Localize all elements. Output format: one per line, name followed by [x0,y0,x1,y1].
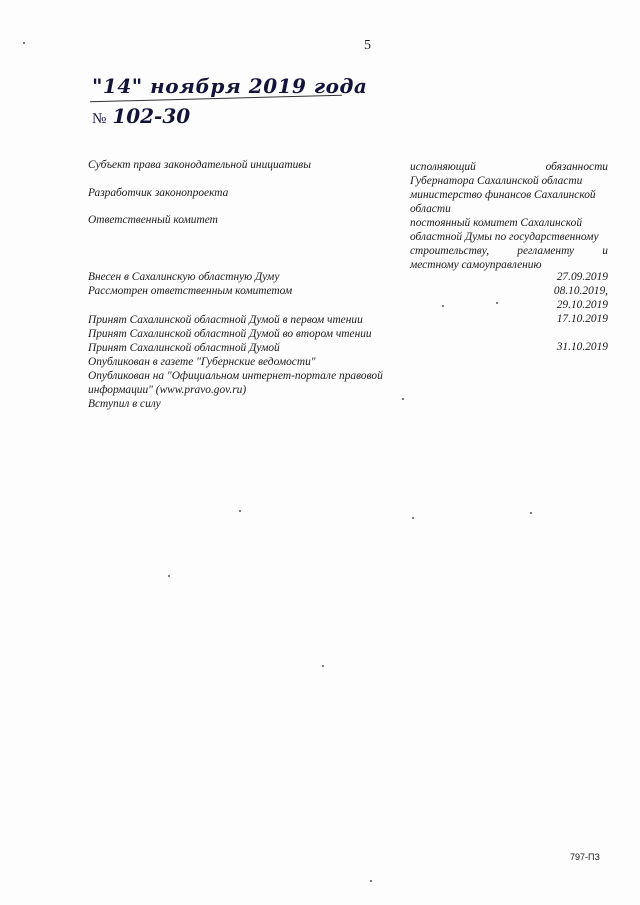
committee-line-2: областной Думы по государственному [410,231,599,243]
label-subject: Субъект права законодательной инициативы [88,159,311,171]
subject-word-2: обязанности [545,161,608,173]
value-committee [410,216,608,272]
date-first-reading: 17.10.2019 [556,313,608,325]
label-committee: Ответственный комитет [88,214,218,226]
date-submitted: 27.09.2019 [556,271,608,283]
label-in-force: Вступил в силу [88,398,161,410]
scan-speck [168,575,170,577]
date-reviewed-1: 08.10.2019, [553,285,608,297]
label-published-portal-1: Опубликован на "Официальном интернет-портале правовой [88,370,383,382]
committee-line-1: постоянный комитет Сахалинской [410,217,583,229]
committee-line-4: местному самоуправлению [410,259,542,271]
subject-line-1 [410,160,608,174]
committee-word-2: регламенту [517,245,575,257]
label-adopted: Принят Сахалинской областной Думой [88,342,280,354]
committee-line-3 [410,244,608,258]
scan-speck [496,302,498,304]
committee-word-3: и [602,245,608,257]
subject-line-2: Губернатора Сахалинской области [410,175,583,187]
label-reviewed: Рассмотрен ответственным комитетом [88,285,293,297]
scan-speck [370,880,372,882]
value-developer [410,188,596,216]
number-prefix: № [92,111,107,127]
label-published-portal-2: информации" (www.pravo.gov.ru) [88,384,247,396]
date-adopted: 31.10.2019 [556,341,608,353]
page-number: 5 [364,38,371,53]
number-value: 102-30 [112,104,191,128]
subject-word-1: исполняющий [410,161,476,173]
developer-line-1: министерство финансов Сахалинской [410,189,596,201]
label-published-newspaper: Опубликован в газете "Губернские ведомости" [88,356,316,368]
scan-speck [530,512,532,514]
scan-speck [412,517,414,519]
handwritten-date: "14" ноября 2019 года [92,74,368,98]
scan-speck [402,398,404,400]
date-reviewed-2: 29.10.2019 [556,299,608,311]
label-submitted: Внесен в Сахалинскую областную Думу [88,271,280,283]
value-subject [410,160,608,188]
committee-word-1: строительству, [410,245,490,257]
label-first-reading: Принят Сахалинской областной Думой в первом чтении [88,314,363,326]
handwritten-number [92,104,190,128]
label-developer: Разработчик законопроекта [88,187,229,199]
scan-speck [442,305,444,307]
scan-speck [239,510,241,512]
scan-speck [23,42,25,44]
developer-line-2: области [410,203,451,215]
scan-speck [322,665,324,667]
footer-code: 797-ПЗ [570,852,600,862]
label-second-reading: Принят Сахалинской областной Думой во втором чтении [88,328,372,340]
